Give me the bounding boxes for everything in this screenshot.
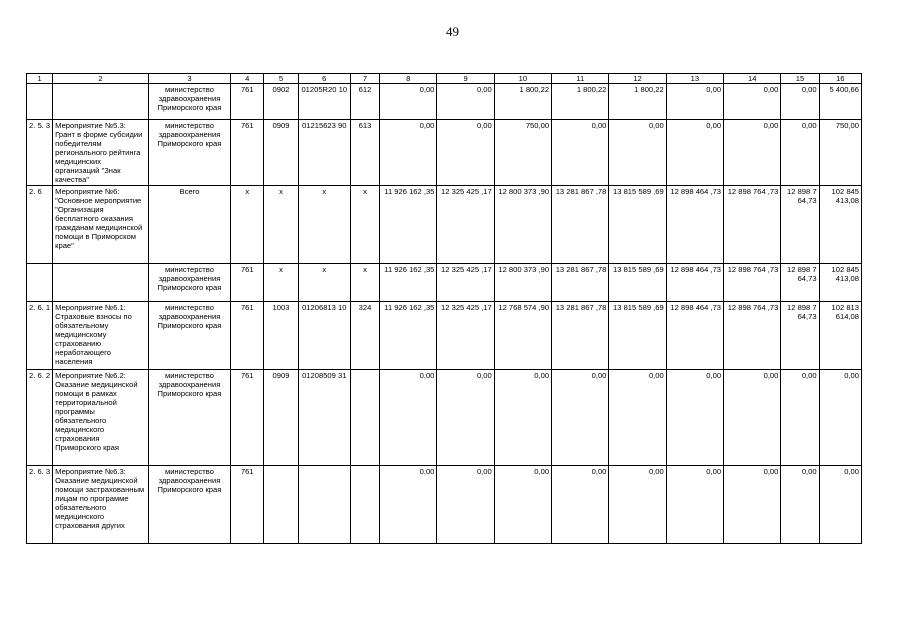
table-cell: 0,00: [724, 370, 781, 466]
table-cell: 12 800 373 ,90: [494, 186, 551, 264]
table-cell: 750,00: [494, 120, 551, 186]
header-cell: 2: [53, 74, 149, 84]
table-cell: [27, 264, 53, 302]
table-cell: 5 400,66: [819, 84, 861, 120]
table-cell: 761: [231, 120, 264, 186]
table-cell: 750,00: [819, 120, 861, 186]
budget-table: [26, 73, 862, 544]
table-cell: 102 813 614,08: [819, 302, 861, 370]
table-row: [27, 264, 862, 302]
header-cell: 11: [552, 74, 609, 84]
table-cell: 0,00: [552, 370, 609, 466]
table-cell: 1 800,22: [494, 84, 551, 120]
table-cell: 0,00: [437, 84, 494, 120]
table-cell: 0909: [264, 370, 298, 466]
table-cell: 12 325 425 ,17: [437, 264, 494, 302]
table-cell: 0,00: [724, 466, 781, 544]
table-cell: 1 800,22: [609, 84, 666, 120]
table-cell: 12 898 764 ,73: [724, 264, 781, 302]
table-cell: 12 325 425 ,17: [437, 302, 494, 370]
table-row: [27, 466, 862, 544]
table-cell: 12 898 7 64,73: [781, 264, 819, 302]
table-cell: 761: [231, 466, 264, 544]
table-cell: Мероприятие №6: "Основное мероприятие "Организация бесплатного оказания гражданам медицинской помощи в Приморском крае": [53, 186, 149, 264]
header-cell: 13: [666, 74, 723, 84]
table-cell: 01205R20 10: [298, 84, 350, 120]
table-cell: 11 926 162 ,35: [380, 186, 437, 264]
table-cell: министерство здравоохранения Приморского края: [148, 264, 230, 302]
header-cell: 4: [231, 74, 264, 84]
table-row: [27, 186, 862, 264]
table-cell: 0,00: [437, 370, 494, 466]
header-cell: 14: [724, 74, 781, 84]
table-cell: 2. 6. 2: [27, 370, 53, 466]
header-cell: 6: [298, 74, 350, 84]
table-cell: x: [298, 264, 350, 302]
table-cell: 13 281 867 ,78: [552, 264, 609, 302]
table-cell: 13 815 589 ,69: [609, 186, 666, 264]
table-cell: 12 768 574 ,90: [494, 302, 551, 370]
table-cell: 0,00: [380, 370, 437, 466]
table-cell: 761: [231, 84, 264, 120]
table-cell: 1003: [264, 302, 298, 370]
table-cell: 613: [350, 120, 379, 186]
table-cell: 01215623 90: [298, 120, 350, 186]
table-cell: Мероприятие №6.3: Оказание медицинской помощи застрахованным лицам по программе обязательного медицинского страхования других: [53, 466, 149, 544]
table-cell: 0,00: [437, 120, 494, 186]
table-row: [27, 302, 862, 370]
table-cell: 12 800 373 ,90: [494, 264, 551, 302]
table-cell: 01206813 10: [298, 302, 350, 370]
table-cell: Мероприятие №6.1: Страховые взносы по обязательному медицинскому страхованию неработающего населения: [53, 302, 149, 370]
header-row: [27, 74, 862, 84]
header-cell: 10: [494, 74, 551, 84]
table-cell: 0,00: [724, 120, 781, 186]
table-cell: Мероприятие №5.3: Грант в форме субсидии победителям регионального рейтинга медицинских организаций "Знак качества": [53, 120, 149, 186]
table-row: [27, 84, 862, 120]
table-cell: 0,00: [380, 466, 437, 544]
table-cell: 612: [350, 84, 379, 120]
table-cell: [53, 84, 149, 120]
table-cell: [27, 84, 53, 120]
table-cell: [350, 370, 379, 466]
table-cell: министерство здравоохранения Приморского края: [148, 466, 230, 544]
header-cell: 9: [437, 74, 494, 84]
table-cell: [53, 264, 149, 302]
table-cell: 12 898 464 ,73: [666, 186, 723, 264]
table-cell: x: [350, 264, 379, 302]
table-cell: 12 325 425 ,17: [437, 186, 494, 264]
table-cell: 0,00: [666, 84, 723, 120]
header-cell: 3: [148, 74, 230, 84]
header-cell: 5: [264, 74, 298, 84]
table-cell: 0,00: [819, 370, 861, 466]
table-cell: 761: [231, 370, 264, 466]
header-cell: 8: [380, 74, 437, 84]
table-cell: 0,00: [552, 120, 609, 186]
table-cell: 0,00: [609, 120, 666, 186]
table-cell: 0,00: [380, 84, 437, 120]
table-cell: 0,00: [666, 466, 723, 544]
table-cell: министерство здравоохранения Приморского края: [148, 84, 230, 120]
table-cell: 2. 6. 3: [27, 466, 53, 544]
table-cell: 2. 6. 1: [27, 302, 53, 370]
table-cell: 12 898 7 64,73: [781, 186, 819, 264]
table-body: [27, 74, 862, 544]
table-cell: 2. 5. 3: [27, 120, 53, 186]
header-cell: 7: [350, 74, 379, 84]
table-cell: x: [264, 186, 298, 264]
header-cell: 1: [27, 74, 53, 84]
table-cell: x: [298, 186, 350, 264]
table-cell: 0,00: [494, 466, 551, 544]
table-cell: 324: [350, 302, 379, 370]
table-cell: 11 926 162 ,35: [380, 302, 437, 370]
table-cell: 0,00: [781, 84, 819, 120]
table-cell: 761: [231, 302, 264, 370]
table-cell: министерство здравоохранения Приморского края: [148, 302, 230, 370]
table-cell: 12 898 764 ,73: [724, 186, 781, 264]
table-cell: 0,00: [724, 84, 781, 120]
table-cell: x: [350, 186, 379, 264]
table-cell: 0,00: [781, 120, 819, 186]
table-cell: 1 800,22: [552, 84, 609, 120]
table-cell: Мероприятие №6.2: Оказание медицинской помощи в рамках территориальной программы обязательного медицинского страхования Приморского края: [53, 370, 149, 466]
table-cell: министерство здравоохранения Приморского края: [148, 120, 230, 186]
header-cell: 12: [609, 74, 666, 84]
table-cell: 13 815 589 ,69: [609, 264, 666, 302]
table-cell: 11 926 162 ,35: [380, 264, 437, 302]
table-cell: 0,00: [781, 370, 819, 466]
table-cell: x: [231, 186, 264, 264]
table-cell: 0,00: [666, 120, 723, 186]
table-cell: 12 898 7 64,73: [781, 302, 819, 370]
table-cell: 12 898 764 ,73: [724, 302, 781, 370]
table-cell: 0,00: [437, 466, 494, 544]
table-row: [27, 120, 862, 186]
table-cell: 0,00: [552, 466, 609, 544]
table-cell: 0,00: [380, 120, 437, 186]
table-cell: 13 281 867 ,78: [552, 302, 609, 370]
table-cell: 01208509 31: [298, 370, 350, 466]
table-cell: 13 815 589 ,69: [609, 302, 666, 370]
table-cell: 0,00: [494, 370, 551, 466]
header-cell: 16: [819, 74, 861, 84]
table-row: [27, 370, 862, 466]
table-cell: 13 281 867 ,78: [552, 186, 609, 264]
table-cell: 12 898 464 ,73: [666, 264, 723, 302]
table-cell: [298, 466, 350, 544]
table-cell: 102 845 413,08: [819, 264, 861, 302]
table-cell: 0,00: [609, 466, 666, 544]
table-cell: 0909: [264, 120, 298, 186]
header-cell: 15: [781, 74, 819, 84]
table-cell: министерство здравоохранения Приморского края: [148, 370, 230, 466]
table-cell: 0,00: [666, 370, 723, 466]
table-cell: 12 898 464 ,73: [666, 302, 723, 370]
table-cell: [264, 466, 298, 544]
table-cell: 761: [231, 264, 264, 302]
table-cell: 0,00: [781, 466, 819, 544]
table-cell: 0,00: [819, 466, 861, 544]
table-cell: Всего: [148, 186, 230, 264]
table-cell: 0902: [264, 84, 298, 120]
table-cell: x: [264, 264, 298, 302]
table-cell: 102 845 413,08: [819, 186, 861, 264]
page-number: 49: [446, 24, 459, 39]
table-cell: [350, 466, 379, 544]
table-cell: 0,00: [609, 370, 666, 466]
table-cell: 2. 6: [27, 186, 53, 264]
